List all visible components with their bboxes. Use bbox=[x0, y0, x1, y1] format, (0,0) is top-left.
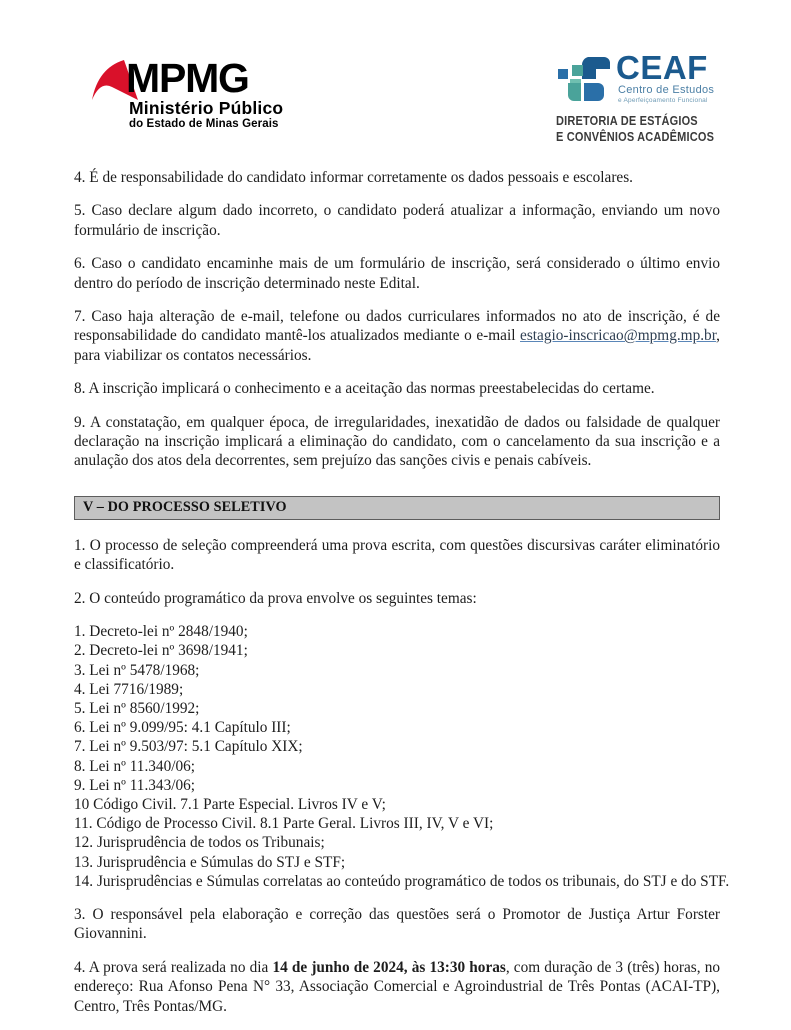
paragraph-7-text-after-link: , para viabilizar os contatos necessários. bbox=[74, 327, 720, 364]
list-item: 5. Lei nº 8560/1992; bbox=[74, 699, 200, 717]
section-item-3: 3. O responsável pela elaboração e correção das questões será o Promotor de Justiça Artur Forster Giovannini. bbox=[74, 905, 720, 943]
list-item: 3. Lei nº 5478/1968; bbox=[74, 661, 200, 679]
list-item: 13. Jurisprudência e Súmulas do STJ e STF; bbox=[74, 853, 346, 871]
ceaf-subtitle-line-2: e Aperfeiçoamento Funcional bbox=[618, 97, 708, 104]
paragraph-8: 8. A inscrição implicará o conhecimento e a aceitação das normas preestabelecidas do certame. bbox=[74, 380, 655, 398]
paragraph-5: 5. Caso declare algum dado incorreto, o candidato poderá atualizar a informação, enviando um novo formulário de inscrição. bbox=[74, 202, 720, 239]
document-body bbox=[74, 168, 730, 1030]
section-item-4-before-bold: 4. A prova será realizada no dia bbox=[74, 958, 273, 976]
paragraph-7 bbox=[74, 307, 720, 365]
list-item: 9. Lei nº 11.343/06; bbox=[74, 776, 196, 794]
mpmg-logo-top bbox=[92, 55, 342, 101]
section-header-bar: V – DO PROCESSO SELETIVO bbox=[74, 496, 720, 520]
list-item: 4. Lei 7716/1989; bbox=[74, 680, 184, 698]
list-item: 10 Código Civil. 7.1 Parte Especial. Livros IV e V; bbox=[74, 795, 386, 813]
list-item: 8. Lei nº 11.340/06; bbox=[74, 757, 196, 775]
spacer bbox=[74, 485, 720, 490]
ceaf-logo bbox=[556, 49, 726, 150]
section-item-2: 2. O conteúdo programático da prova envolve os seguintes temas: bbox=[74, 589, 477, 607]
ceaf-department-line-2: E CONVÊNIOS ACADÊMICOS bbox=[556, 130, 715, 144]
list-item: 6. Lei nº 9.099/95: 4.1 Capítulo III; bbox=[74, 719, 291, 737]
section-item-4-after-bold: , com duração de 3 (três) horas, no endereço: Rua Afonso Pena N° 33, Associação Comercial e Agroindustrial de Três Pontas (ACAI-TP), Centro, Três Pontas/MG. bbox=[74, 958, 721, 1015]
list-item: 12. Jurisprudência de todos os Tribunais; bbox=[74, 834, 325, 852]
ceaf-blocks-icon bbox=[558, 57, 610, 101]
email-link[interactable]: estagio-inscricao@mpmg.mp.br bbox=[520, 327, 717, 345]
ceaf-department-line-1: DIRETORIA DE ESTÁGIOS bbox=[556, 114, 698, 128]
list-item: 14. Jurisprudências e Súmulas correlatas ao conteúdo programático de todos os tribunais, do STJ e do STF. bbox=[74, 872, 730, 890]
section-item-4 bbox=[74, 958, 720, 1016]
ceaf-wordmark: CEAF bbox=[616, 49, 708, 86]
exam-date-time: 14 de junho de 2024, às 13:30 horas bbox=[272, 958, 506, 976]
section-item-1: 1. O processo de seleção compreenderá uma prova escrita, com questões discursivas caráter eliminatório e classificatório. bbox=[74, 536, 720, 574]
paragraph-4: 4. É de responsabilidade do candidato informar corretamente os dados pessoais e escolares. bbox=[74, 169, 633, 186]
list-item: 7. Lei nº 9.503/97: 5.1 Capítulo XIX; bbox=[74, 738, 303, 756]
mpmg-logo bbox=[92, 55, 342, 136]
ceaf-subtitle-line-1: Centro de Estudos bbox=[618, 84, 715, 96]
mpmg-subtitle-line-1: Ministério Público bbox=[129, 98, 284, 118]
document-header bbox=[0, 0, 791, 160]
ceaf-department bbox=[556, 113, 714, 145]
list-item: 2. Decreto-lei nº 3698/1941; bbox=[74, 642, 248, 660]
list-item: 11. Código de Processo Civil. 8.1 Parte Geral. Livros III, IV, V e VI; bbox=[74, 815, 494, 833]
paragraph-6: 6. Caso o candidato encaminhe mais de um formulário de inscrição, será considerado o último envio dentro do período de inscrição determinado neste Edital. bbox=[74, 255, 720, 292]
programmatic-topics-list bbox=[74, 622, 730, 891]
paragraph-7-text-before-link: 7. Caso haja alteração de e-mail, telefone ou dados curriculares informados no ato de inscrição, é de responsabilidade do candidato mantê-los atualizados mediante o e-mail bbox=[74, 308, 720, 345]
list-item: 1. Decreto-lei nº 2848/1940; bbox=[74, 623, 248, 641]
paragraph-9: 9. A constatação, em qualquer época, de irregularidades, inexatidão de dados ou falsidade de qualquer declaração na inscrição implicará a eliminação do candidato, com o cancelamento da sua inscrição e a anulação dos atos dela decorrentes, sem prejuízo das sanções civis e penais cabíveis. bbox=[74, 413, 720, 470]
mpmg-wordmark: MPMG bbox=[126, 55, 249, 101]
mpmg-subtitle-line-2: do Estado de Minas Gerais bbox=[129, 118, 279, 130]
